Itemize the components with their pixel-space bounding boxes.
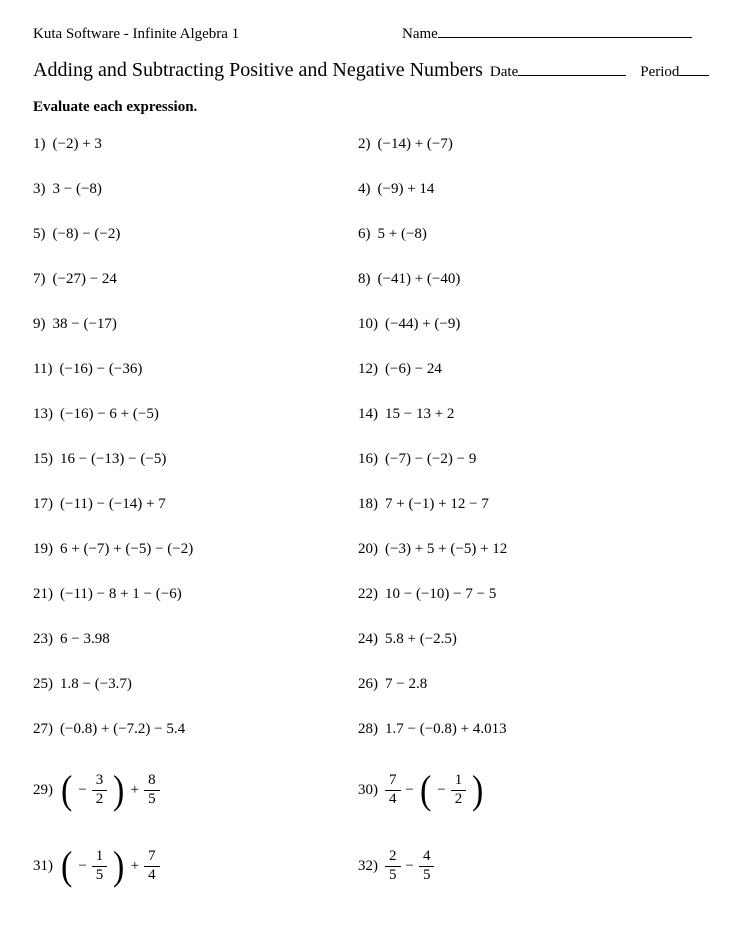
problem-expression — [385, 848, 434, 884]
expression-text: (−3) + 5 + (−5) + 12 — [385, 541, 508, 557]
fraction: $\frac{2}{5}$ — [385, 848, 401, 884]
expression-text: + — [130, 781, 140, 798]
problem-number: 26) — [358, 676, 378, 692]
expression-text: 1.8 − (−3.7) — [60, 676, 132, 692]
fraction: $\frac{3}{2}$ — [92, 772, 108, 808]
problem-number: 9) — [33, 316, 46, 332]
problem-number: 2) — [358, 136, 371, 152]
problem-number: 24) — [358, 631, 378, 647]
problem-number: 21) — [33, 586, 53, 602]
expression-text: 7 + (−1) + 12 − 7 — [385, 496, 489, 512]
problem-item — [358, 572, 692, 617]
problem-item — [358, 482, 692, 527]
problem-number: 15) — [33, 451, 53, 467]
expression-text: (−41) + (−40) — [377, 271, 461, 287]
problem-number: 28) — [358, 721, 378, 737]
problem-expression — [59, 361, 142, 378]
expression-text: (−0.8) + (−7.2) − 5.4 — [60, 721, 186, 737]
problem-item — [358, 212, 692, 257]
software-byline: Kuta Software - Infinite Algebra 1 — [33, 26, 240, 42]
problem-expression — [60, 631, 110, 648]
problem-expression — [378, 136, 453, 153]
problem-item — [358, 347, 692, 392]
problem-number: 29) — [33, 781, 53, 798]
problem-number: 17) — [33, 496, 53, 512]
problem-expression — [60, 541, 193, 558]
problem-expression — [385, 406, 454, 423]
problem-expression — [385, 451, 476, 468]
name-field-group — [402, 23, 692, 43]
expression-text: − — [405, 857, 414, 874]
problem-item — [33, 212, 358, 257]
problem-item — [358, 437, 692, 482]
name-label: Name — [402, 26, 438, 42]
instructions-text: Evaluate each expression. — [33, 99, 198, 115]
expression-text: 1.7 − (−0.8) + 4.013 — [385, 721, 507, 737]
problem-expression — [378, 226, 427, 243]
expression-text: 5.8 + (−2.5) — [385, 631, 457, 647]
date-period-group — [490, 61, 710, 81]
problem-number: 10) — [358, 316, 378, 332]
problem-expression: ( − $\frac{3}{2}$ ) + $\frac{8}{5}$ — [60, 772, 160, 808]
problem-number: 22) — [358, 586, 378, 602]
problem-item — [33, 302, 358, 347]
problem-expression — [385, 496, 489, 513]
problem-item — [33, 527, 358, 572]
problem-expression: ( − $\frac{1}{5}$ ) + $\frac{7}{4}$ — [60, 848, 160, 884]
problem-number: 16) — [358, 451, 378, 467]
problem-expression — [60, 586, 182, 603]
fraction: $\frac{7}{4}$ — [385, 772, 401, 808]
problem-item — [358, 828, 692, 904]
header-row-top — [33, 23, 692, 43]
problem-number: 20) — [358, 541, 378, 557]
expression-text: 16 − (−13) − (−5) — [60, 451, 167, 467]
problem-item — [33, 167, 358, 212]
worksheet-title: Adding and Subtracting Positive and Negative Numbers — [33, 59, 483, 81]
problem-item — [358, 752, 692, 828]
name-blank-line — [438, 23, 692, 38]
problem-number: 14) — [358, 406, 378, 422]
problem-number: 8) — [358, 271, 371, 287]
problem-item — [33, 392, 358, 437]
problem-number: 30) — [358, 781, 378, 798]
date-blank-line — [518, 61, 626, 76]
fraction: $\frac{1}{2}$ — [451, 772, 467, 808]
problem-item — [33, 707, 358, 752]
problem-item — [33, 617, 358, 662]
problem-item — [33, 122, 358, 167]
problem-expression — [385, 721, 507, 738]
problem-number: 31) — [33, 857, 53, 874]
problem-item — [358, 302, 692, 347]
negative-sign: − — [78, 857, 87, 874]
problem-item — [33, 752, 358, 828]
problems-grid — [33, 122, 692, 904]
problem-expression — [60, 451, 166, 468]
problem-number: 27) — [33, 721, 53, 737]
expression-text: + — [130, 857, 140, 874]
problem-expression — [60, 676, 132, 693]
problem-item — [358, 662, 692, 707]
expression-text: 5 + (−8) — [377, 226, 427, 242]
problem-item — [358, 617, 692, 662]
problem-item — [33, 572, 358, 617]
problem-item — [33, 347, 358, 392]
fraction: $\frac{1}{5}$ — [92, 848, 108, 884]
problem-item — [358, 527, 692, 572]
problem-number: 3) — [33, 181, 46, 197]
header-row-title — [33, 59, 692, 82]
expression-text: (−7) − (−2) − 9 — [385, 451, 477, 467]
problem-number: 12) — [358, 361, 378, 377]
negative-sign: − — [437, 781, 446, 798]
fraction: $\frac{8}{5}$ — [144, 772, 160, 808]
expression-text: (−44) + (−9) — [385, 316, 461, 332]
expression-text: (−11) − 8 + 1 − (−6) — [60, 586, 182, 602]
expression-text: 3 − (−8) — [52, 181, 102, 197]
problem-number: 6) — [358, 226, 371, 242]
problem-item — [358, 392, 692, 437]
fraction: $\frac{4}{5}$ — [419, 848, 435, 884]
problem-number: 19) — [33, 541, 53, 557]
problem-expression — [53, 271, 117, 288]
problem-expression — [60, 496, 166, 513]
negative-sign: − — [78, 781, 87, 798]
problem-expression: $\frac{7}{4}$ − ( − $\frac{1}{2}$ ) — [385, 772, 485, 808]
expression-text: 6 − 3.98 — [60, 631, 110, 647]
problem-item — [33, 828, 358, 904]
problem-item — [358, 122, 692, 167]
period-blank-line — [679, 61, 709, 76]
problem-expression — [60, 406, 159, 423]
problem-number: 32) — [358, 857, 378, 874]
expression-text: (−14) + (−7) — [377, 136, 453, 152]
problem-expression — [53, 226, 121, 243]
problem-expression — [53, 316, 117, 333]
expression-text: (−16) − 6 + (−5) — [60, 406, 159, 422]
problem-number: 4) — [358, 181, 371, 197]
problem-expression — [385, 316, 460, 333]
problem-expression — [385, 586, 496, 603]
problem-expression — [378, 271, 461, 288]
problem-expression — [385, 541, 507, 558]
problem-number: 5) — [33, 226, 46, 242]
date-label: Date — [489, 64, 519, 80]
problem-expression — [53, 136, 102, 153]
expression-text: 15 − 13 + 2 — [385, 406, 455, 422]
problem-expression — [385, 361, 442, 378]
problem-number: 18) — [358, 496, 378, 512]
expression-text: (−6) − 24 — [385, 361, 442, 377]
expression-text: 7 − 2.8 — [385, 676, 428, 692]
expression-text: 10 − (−10) − 7 − 5 — [385, 586, 497, 602]
problem-number: 1) — [33, 136, 46, 152]
expression-text: (−11) − (−14) + 7 — [60, 496, 166, 512]
fraction: $\frac{7}{4}$ — [144, 848, 160, 884]
problem-number: 25) — [33, 676, 53, 692]
problem-item — [33, 482, 358, 527]
problem-item — [33, 257, 358, 302]
period-label: Period — [640, 64, 680, 80]
problem-item — [33, 437, 358, 482]
problem-item — [358, 707, 692, 752]
expression-text: (−2) + 3 — [52, 136, 102, 152]
expression-text: (−9) + 14 — [377, 181, 435, 197]
problem-item — [358, 257, 692, 302]
expression-text: 38 − (−17) — [52, 316, 117, 332]
problem-expression — [53, 181, 102, 198]
problem-number: 13) — [33, 406, 53, 422]
problem-expression — [385, 631, 457, 648]
problem-item — [358, 167, 692, 212]
problem-number: 7) — [33, 271, 46, 287]
expression-text: (−8) − (−2) — [52, 226, 121, 242]
expression-text: (−16) − (−36) — [59, 361, 143, 377]
problem-expression — [378, 181, 435, 198]
expression-text: (−27) − 24 — [52, 271, 117, 287]
expression-text: 6 + (−7) + (−5) − (−2) — [60, 541, 194, 557]
problem-expression — [60, 721, 185, 738]
problem-number: 23) — [33, 631, 53, 647]
expression-text: − — [405, 781, 414, 798]
problem-number: 11) — [33, 361, 53, 377]
problem-item — [33, 662, 358, 707]
problem-expression — [385, 676, 427, 693]
